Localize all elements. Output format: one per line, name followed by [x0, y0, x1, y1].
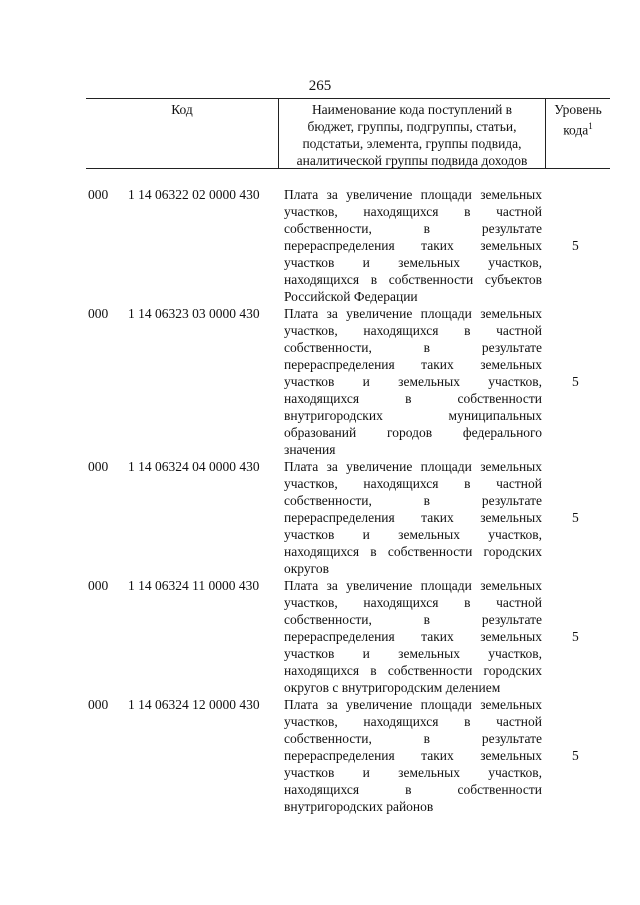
- description-line: собственности, в результате: [284, 493, 542, 508]
- table-row: [0, 577, 640, 696]
- description-line: Российской Федерации: [284, 289, 418, 304]
- footnote-mark: 1: [588, 121, 593, 131]
- row-prefix: 000: [88, 697, 109, 712]
- description-line: участков, находящихся в частной: [284, 323, 542, 338]
- row-description: [284, 577, 542, 696]
- description-line: округов: [284, 561, 329, 576]
- row-code: 1 14 06324 12 0000 430: [128, 697, 260, 712]
- description-line: участков, находящихся в частной: [284, 476, 542, 491]
- row-code: 1 14 06324 04 0000 430: [128, 459, 260, 474]
- description-line: собственности, в результате: [284, 731, 542, 746]
- description-line: перераспределения таких земельных: [284, 748, 542, 763]
- description-line: участков и земельных участков,: [284, 255, 542, 270]
- description-line: перераспределения таких земельных: [284, 510, 542, 525]
- row-description: [284, 305, 542, 458]
- description-line: находящихся в собственности городских: [284, 663, 542, 678]
- header-code: Код: [171, 102, 193, 117]
- header-level: [546, 101, 610, 139]
- row-description: [284, 186, 542, 305]
- page-number: 265: [308, 78, 332, 94]
- description-line: внутригородских муниципальных: [284, 408, 542, 423]
- table-row: [0, 458, 640, 577]
- header-name-line: Наименование кода поступлений в: [311, 102, 513, 117]
- description-line: находящихся в собственности: [284, 391, 542, 406]
- description-line: участков, находящихся в частной: [284, 714, 542, 729]
- description-line: находящихся в собственности городских: [284, 544, 542, 559]
- description-line: собственности, в результате: [284, 612, 542, 627]
- row-level: 5: [572, 748, 579, 763]
- description-line: Плата за увеличение площади земельных: [284, 306, 542, 321]
- description-line: участков и земельных участков,: [284, 374, 542, 389]
- row-description: [284, 696, 542, 815]
- description-line: участков, находящихся в частной: [284, 204, 542, 219]
- row-prefix: 000: [88, 187, 109, 202]
- row-code: 1 14 06324 11 0000 430: [128, 578, 260, 593]
- description-line: значения: [284, 442, 336, 457]
- header-name-line: бюджет, группы, подгруппы, статьи,: [307, 119, 517, 134]
- table-top-border: [86, 98, 610, 99]
- header-name: [279, 101, 545, 169]
- header-level-line: кода$^1$: [563, 121, 593, 138]
- description-line: внутригородских районов: [284, 799, 434, 814]
- description-line: перераспределения таких земельных: [284, 357, 542, 372]
- description-line: находящихся в собственности: [284, 782, 542, 797]
- description-line: Плата за увеличение площади земельных: [284, 187, 542, 202]
- table-row: [0, 186, 640, 305]
- description-line: перераспределения таких земельных: [284, 238, 542, 253]
- header-name-line: подстатьи, элемента, группы подвида,: [302, 136, 522, 151]
- description-line: участков и земельных участков,: [284, 765, 542, 780]
- row-prefix: 000: [88, 306, 109, 321]
- description-line: Плата за увеличение площади земельных: [284, 697, 542, 712]
- table-row: [0, 696, 640, 815]
- table-row: [0, 305, 640, 458]
- header-level-line: Уровень: [554, 102, 602, 117]
- description-line: участков и земельных участков,: [284, 646, 542, 661]
- row-code: 1 14 06323 03 0000 430: [128, 306, 260, 321]
- description-line: участков и земельных участков,: [284, 527, 542, 542]
- row-level: 5: [572, 510, 579, 525]
- header-name-line: аналитической группы подвида доходов: [296, 153, 528, 168]
- description-line: собственности, в результате: [284, 340, 542, 355]
- description-line: образований городов федерального: [284, 425, 542, 440]
- description-line: Плата за увеличение площади земельных: [284, 459, 542, 474]
- description-line: участков, находящихся в частной: [284, 595, 542, 610]
- description-line: Плата за увеличение площади земельных: [284, 578, 542, 593]
- row-prefix: 000: [88, 578, 109, 593]
- row-code: 1 14 06322 02 0000 430: [128, 187, 260, 202]
- description-line: находящихся в собственности субъектов: [284, 272, 542, 287]
- description-line: перераспределения таких земельных: [284, 629, 542, 644]
- row-level: 5: [572, 238, 579, 253]
- description-line: собственности, в результате: [284, 221, 542, 236]
- description-line: округов с внутригородским делением: [284, 680, 501, 695]
- row-prefix: 000: [88, 459, 109, 474]
- row-description: [284, 458, 542, 577]
- row-level: 5: [572, 374, 579, 389]
- row-level: 5: [572, 629, 579, 644]
